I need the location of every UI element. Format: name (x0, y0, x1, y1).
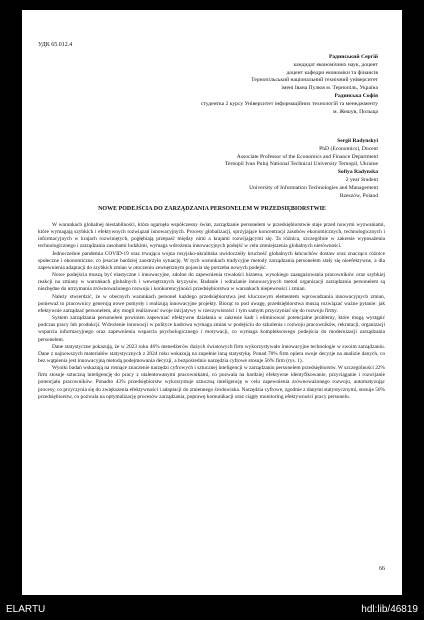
footer-repository-label: ELARTU (6, 604, 46, 615)
author-detail: Associate Professor of the Economics and Finance Department (236, 153, 378, 160)
author-detail: Rzeszów, Poland (339, 192, 378, 199)
paragraph: Należy stwierdzić, że w obecnych warunkach personel każdego przedsiębiorstwa jest kluczowym elementem wprowadzania innowacyjnych zmian, ponieważ to pracownicy generują nowe pomysły i realizują innowacyjne projekty. Biorąc to pod uwagę, przedsiębiorstwa muszą rozwiązać ważne pytanie: jak efektywnie zarządzać personelem, aby mogli realizować swoje inicjatywy w rzeczywistości i tym samym przyczyniać się do rozwoju firmy. (38, 293, 385, 314)
document-page (22, 10, 402, 595)
author-detail: кандидат економічних наук, доцент (293, 61, 378, 68)
author-name: Sofiya Radynska (337, 169, 378, 176)
page-number: 66 (379, 566, 385, 572)
udk-code: УДК 65.012.4 (38, 42, 73, 48)
author-detail: м. Жешув, Польща (333, 108, 378, 115)
author-detail: доцент кафедри економіки та фінансів (286, 69, 378, 76)
authors-ukrainian (78, 54, 378, 116)
author-detail: PhD (Economics), Docent (319, 145, 378, 152)
author-detail: імені Івана Пулюя м. Тернопіль, Україна (281, 85, 378, 92)
paragraph: System zarządzania personelem powinien zapewniać efektywne działania w zakresie kadr i eliminować potencjalne problemy, które mogą wystąpić podczas pracy lub produkcji. Wdrożenie innowacji w polityce kadrowa wymaga zmian w podejściu do szkolenia i rozwoju pracowników, rekrutacji, organizacji wsparcia informacyjnego oraz zapewnienia wsparcia psychologicznego i motywacji, co wymaga kompleksowego podejścia do modernizacji zarządzania personelem. (38, 315, 385, 343)
author-name: Радинський Сергій (328, 54, 378, 60)
author-detail: Тернопільський національний технічний університет (251, 77, 378, 84)
authors-english (78, 138, 378, 200)
paragraph: Dane statystyczne pokazują, że w 2023 roku 46% menedżerów dużych światowych firm wykorzystywało innowacyjne technologie w swoim zarządzaniu. Dane z najnowszych materiałów statystycznych z 2024 roku wskazują na zupełnie inną statystykę. Ponad 70% firm opiera swoje decyzje na analizie danych, co bez wątpienia jest innowacyjną metodą podejmowania decyzji, a bezpośrednio narzędzia cyfrowe stosuje 56% firm (rys. 1). (38, 343, 385, 364)
author-detail: University of Information Technologies and Management (249, 184, 378, 191)
article-title: NOWE PODEJŚCIA DO ZARZĄDZANIA PERSONELEM W PRZEDSIĘBIORSTWIE (98, 206, 326, 212)
paragraph: W warunkach globalnej niestabilności, która ogarnęła współczesny świat, zarządzanie personelem w przedsiębiorstwie staje przed nowymi wyzwaniami, które wymagają szybkich i efektywnych rozwiązań innowacyjnych. Procesy globalizacji, sprzyjające koncentracji zasobów ekonomicznych, technologicznych i informacyjnych w krajach rozwiniętych, pogłębiają przepaść między nimi a krajami rozwijającymi się. Ta różnica, szczególnie w zakresie wyposażenia technologicznego i zarządzania zasobami ludzkimi, wymaga wdrożenia innowacyjnych podejść w celu zmniejszenia globalnych nierówności. (38, 222, 385, 250)
footer-handle-label: hdl:lib/46819 (361, 604, 418, 615)
author-name: Sergii Radynskyi (337, 138, 378, 144)
author-detail: Ternopil Ivan Puluj National Technical University Ternopil, Ukraine (224, 161, 378, 168)
article-body (38, 222, 385, 401)
footer-bar (0, 598, 424, 620)
paragraph: Jednocześnie pandemia COVID-19 oraz trwająca wojna rosyjsko-ukraińska uwidoczniły kruchość globalnych łańcuchów dostaw oraz znacząco różnice społeczne i ekonomiczne, co jeszcze bardziej zaostrzyło sytuację. W tych warunkach tradycyjne metody zarządzania personelem stały się nieefektywne, a dla zapewnienia adaptacji do szybkich zmian w otoczeniu zewnętrznym pojawia się potrzeba nowych podejść. (38, 250, 385, 271)
paragraph: Nowe podejścia muszą być elastyczne i innowacyjne, zdolne do zapewnienia trwałości biznesu, wysokiego zaangażowania pracowników oraz szybkiej reakcji na zmiany w warunkach globalnych i wewnętrznych kryzysów. Badanie i wdrażanie innowacyjnych metod organizacji zarządzania personelem są niezbędne do utrzymania zrównoważonego rozwoju i konkurencyjności przedsiębiorstwa w warunkach niepewności i zmian. (38, 272, 385, 293)
author-detail: студентка 2 курсу Університет інформаційних технологій та менеджменту (200, 100, 378, 107)
paragraph: Wyniki badań wskazują na rosnące znaczenie narzędzi cyfrowych i sztucznej inteligencji w zarządzaniu personelem przedsiębiorstw. W szczególności 22% firm stosuje sztuczną inteligencję do pracy z utalentowanymi pracownikami, co pozwala na bardziej efektywne identyfikowanie, przyciąganie i rozwijanie potencjału pracowników. Ponadto 43% przedsiębiorstw wykorzystuje sztuczną inteligencję w celu zapewnienia zrównoważonego rozwoju, automatyzując procesy, co przyczynia się do zwiększenia efektywności i adaptacji do zmiennego środowiska. Narzędzia cyfrowe, zgodnie z danymi statystycznymi, stosuje 56% przedsiębiorstw, co pozwala na optymalizację procesów zarządzania, poprawę komunikacji oraz ciągły monitoring efektywności pracy personelu. (38, 365, 385, 400)
author-name: Радинська Софія (334, 92, 378, 99)
author-detail: 2 year Student (345, 176, 378, 183)
